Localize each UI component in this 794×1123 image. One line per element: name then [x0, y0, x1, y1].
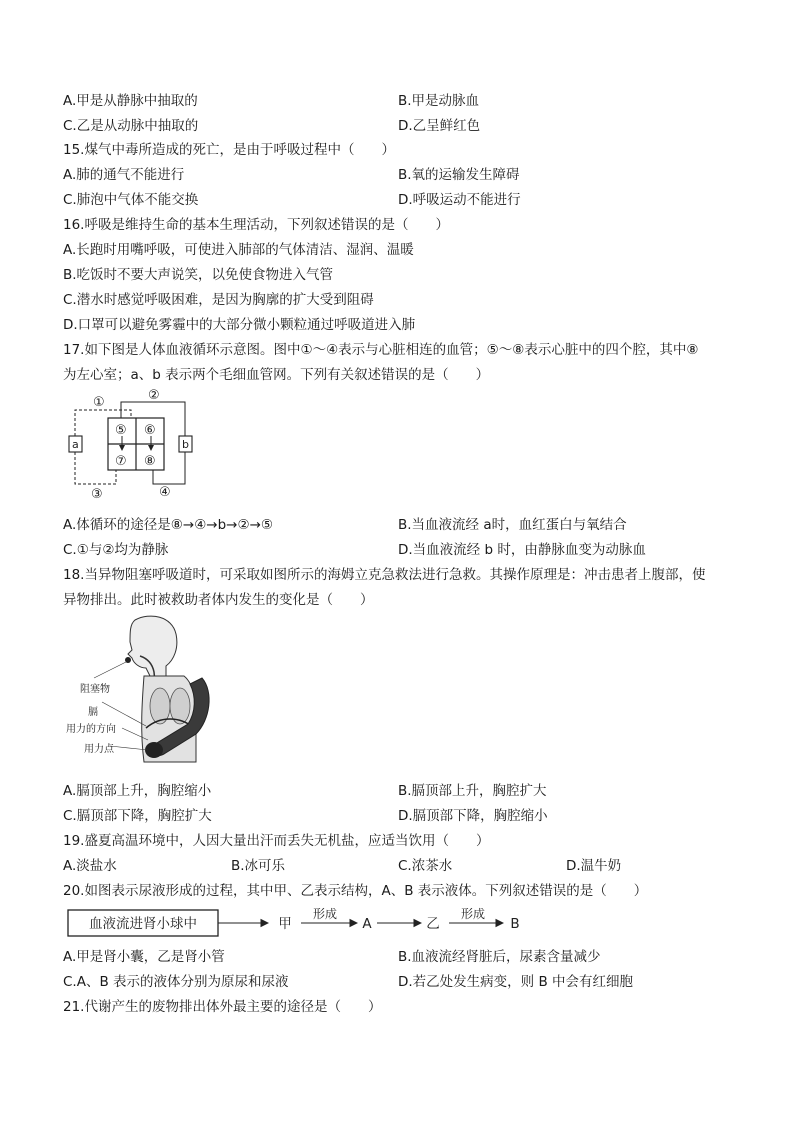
q14-option-c: C.乙是从动脉中抽取的 — [63, 118, 199, 134]
q16-option-b: B.吃饭时不要大声说笑，以免使食物进入气管 — [63, 267, 334, 283]
diagram-label-b: b — [182, 438, 189, 451]
q20-stem: 20.如图表示尿液形成的过程，其中甲、乙表示结构，A、B 表示液体。下列叙述错误的是（ ） — [63, 883, 648, 899]
diagram-label-1: ① — [93, 395, 105, 410]
flow-liquid-b: B — [510, 916, 520, 932]
label-diaphragm: 膈 — [88, 707, 98, 718]
q19-stem: 19.盛夏高温环境中，人因大量出汗而丢失无机盐，应适当饮用（ ） — [63, 833, 490, 849]
q18-stem-line1: 18.当异物阻塞呼吸道时，可采取如图所示的海姆立克急救法进行急救。其操作原理是：冲击患者上腹部，使 — [63, 567, 706, 583]
flow-structure-jia: 甲 — [278, 916, 292, 932]
q16-option-c: C.潜水时感觉呼吸困难，是因为胸廓的扩大受到阻碍 — [63, 292, 374, 308]
q15-option-d: D.呼吸运动不能进行 — [398, 192, 521, 208]
diagram-label-3: ③ — [91, 487, 103, 502]
diagram-label-5: ⑤ — [115, 423, 127, 438]
q18-option-b: B.膈顶部上升，胸腔扩大 — [398, 783, 547, 799]
q20-option-b: B.血液流经肾脏后，尿素含量减少 — [398, 949, 601, 965]
q16-stem: 16.呼吸是维持生命的基本生理活动，下列叙述错误的是（ ） — [63, 217, 449, 233]
flow-form-label-1: 形成 — [312, 907, 338, 921]
q18-option-d: D.膈顶部下降，胸腔缩小 — [398, 808, 548, 824]
q20-option-c: C.A、B 表示的液体分别为原尿和尿液 — [63, 974, 289, 990]
diagram-label-2: ② — [148, 388, 160, 403]
q15-option-c: C.肺泡中气体不能交换 — [63, 192, 199, 208]
q19-option-a: A.淡盐水 — [63, 858, 117, 874]
q15-option-b: B.氧的运输发生障碍 — [398, 167, 520, 183]
q19-option-c: C.浓茶水 — [398, 858, 453, 874]
diagram-label-a: a — [72, 438, 79, 451]
q14-option-d: D.乙呈鲜红色 — [398, 118, 481, 134]
q17-stem-line2: 为左心室；a、b 表示两个毛细血管网。下列有关叙述错误的是（ ） — [63, 367, 490, 383]
blood-circulation-diagram — [63, 388, 203, 504]
q16-option-d: D.口罩可以避免雾霾中的大部分微小颗粒通过呼吸道进入肺 — [63, 317, 416, 333]
diagram-label-4: ④ — [159, 485, 171, 500]
flow-liquid-a: A — [362, 916, 372, 932]
diagram-label-6: ⑥ — [144, 423, 156, 438]
q18-stem-line2: 异物排出。此时被救助者体内发生的变化是（ ） — [63, 592, 374, 608]
q18-option-a: A.膈顶部上升，胸腔缩小 — [63, 783, 212, 799]
flow-structure-yi: 乙 — [426, 916, 440, 932]
q17-option-b: B.当血液流经 a时，血红蛋白与氧结合 — [398, 517, 627, 533]
flow-form-label-2: 形成 — [460, 907, 486, 921]
q21-stem: 21.代谢产生的废物排出体外最主要的途径是（ ） — [63, 999, 382, 1015]
q15-stem: 15.煤气中毒所造成的死亡，是由于呼吸过程中（ ） — [63, 142, 395, 158]
q17-option-d: D.当血液流经 b 时，由静脉血变为动脉血 — [398, 542, 646, 558]
q16-option-a: A.长跑时用嘴呼吸，可使进入肺部的气体清洁、湿润、温暖 — [63, 242, 414, 258]
q17-stem-line1: 17.如下图是人体血液循环示意图。图中①～④表示与心脏相连的血管；⑤～⑧表示心脏中的四个腔，其中⑧ — [63, 342, 699, 358]
diagram-label-8: ⑧ — [144, 454, 156, 469]
q15-option-a: A.肺的通气不能进行 — [63, 167, 185, 183]
q18-option-c: C.膈顶部下降，胸腔扩大 — [63, 808, 212, 824]
diagram-label-7: ⑦ — [115, 454, 127, 469]
heimlich-maneuver-figure — [66, 612, 215, 770]
q17-option-a: A.体循环的途径是⑧→④→b→②→⑤ — [63, 517, 274, 533]
q20-option-a: A.甲是肾小囊，乙是肾小管 — [63, 949, 225, 965]
label-obstruction: 阻塞物 — [80, 684, 110, 695]
q14-option-a: A.甲是从静脉中抽取的 — [63, 93, 198, 109]
q14-option-b: B.甲是动脉血 — [398, 93, 480, 109]
flow-start-box: 血液流进肾小球中 — [89, 916, 197, 932]
label-force-direction: 用力的方向 — [66, 724, 116, 735]
q17-option-c: C.①与②均为静脉 — [63, 542, 169, 558]
q19-option-d: D.温牛奶 — [566, 858, 622, 874]
q20-option-d: D.若乙处发生病变，则 B 中会有红细胞 — [398, 974, 634, 990]
q19-option-b: B.冰可乐 — [231, 858, 286, 874]
urine-formation-flow — [63, 904, 533, 940]
label-force-point: 用力点 — [84, 744, 114, 755]
